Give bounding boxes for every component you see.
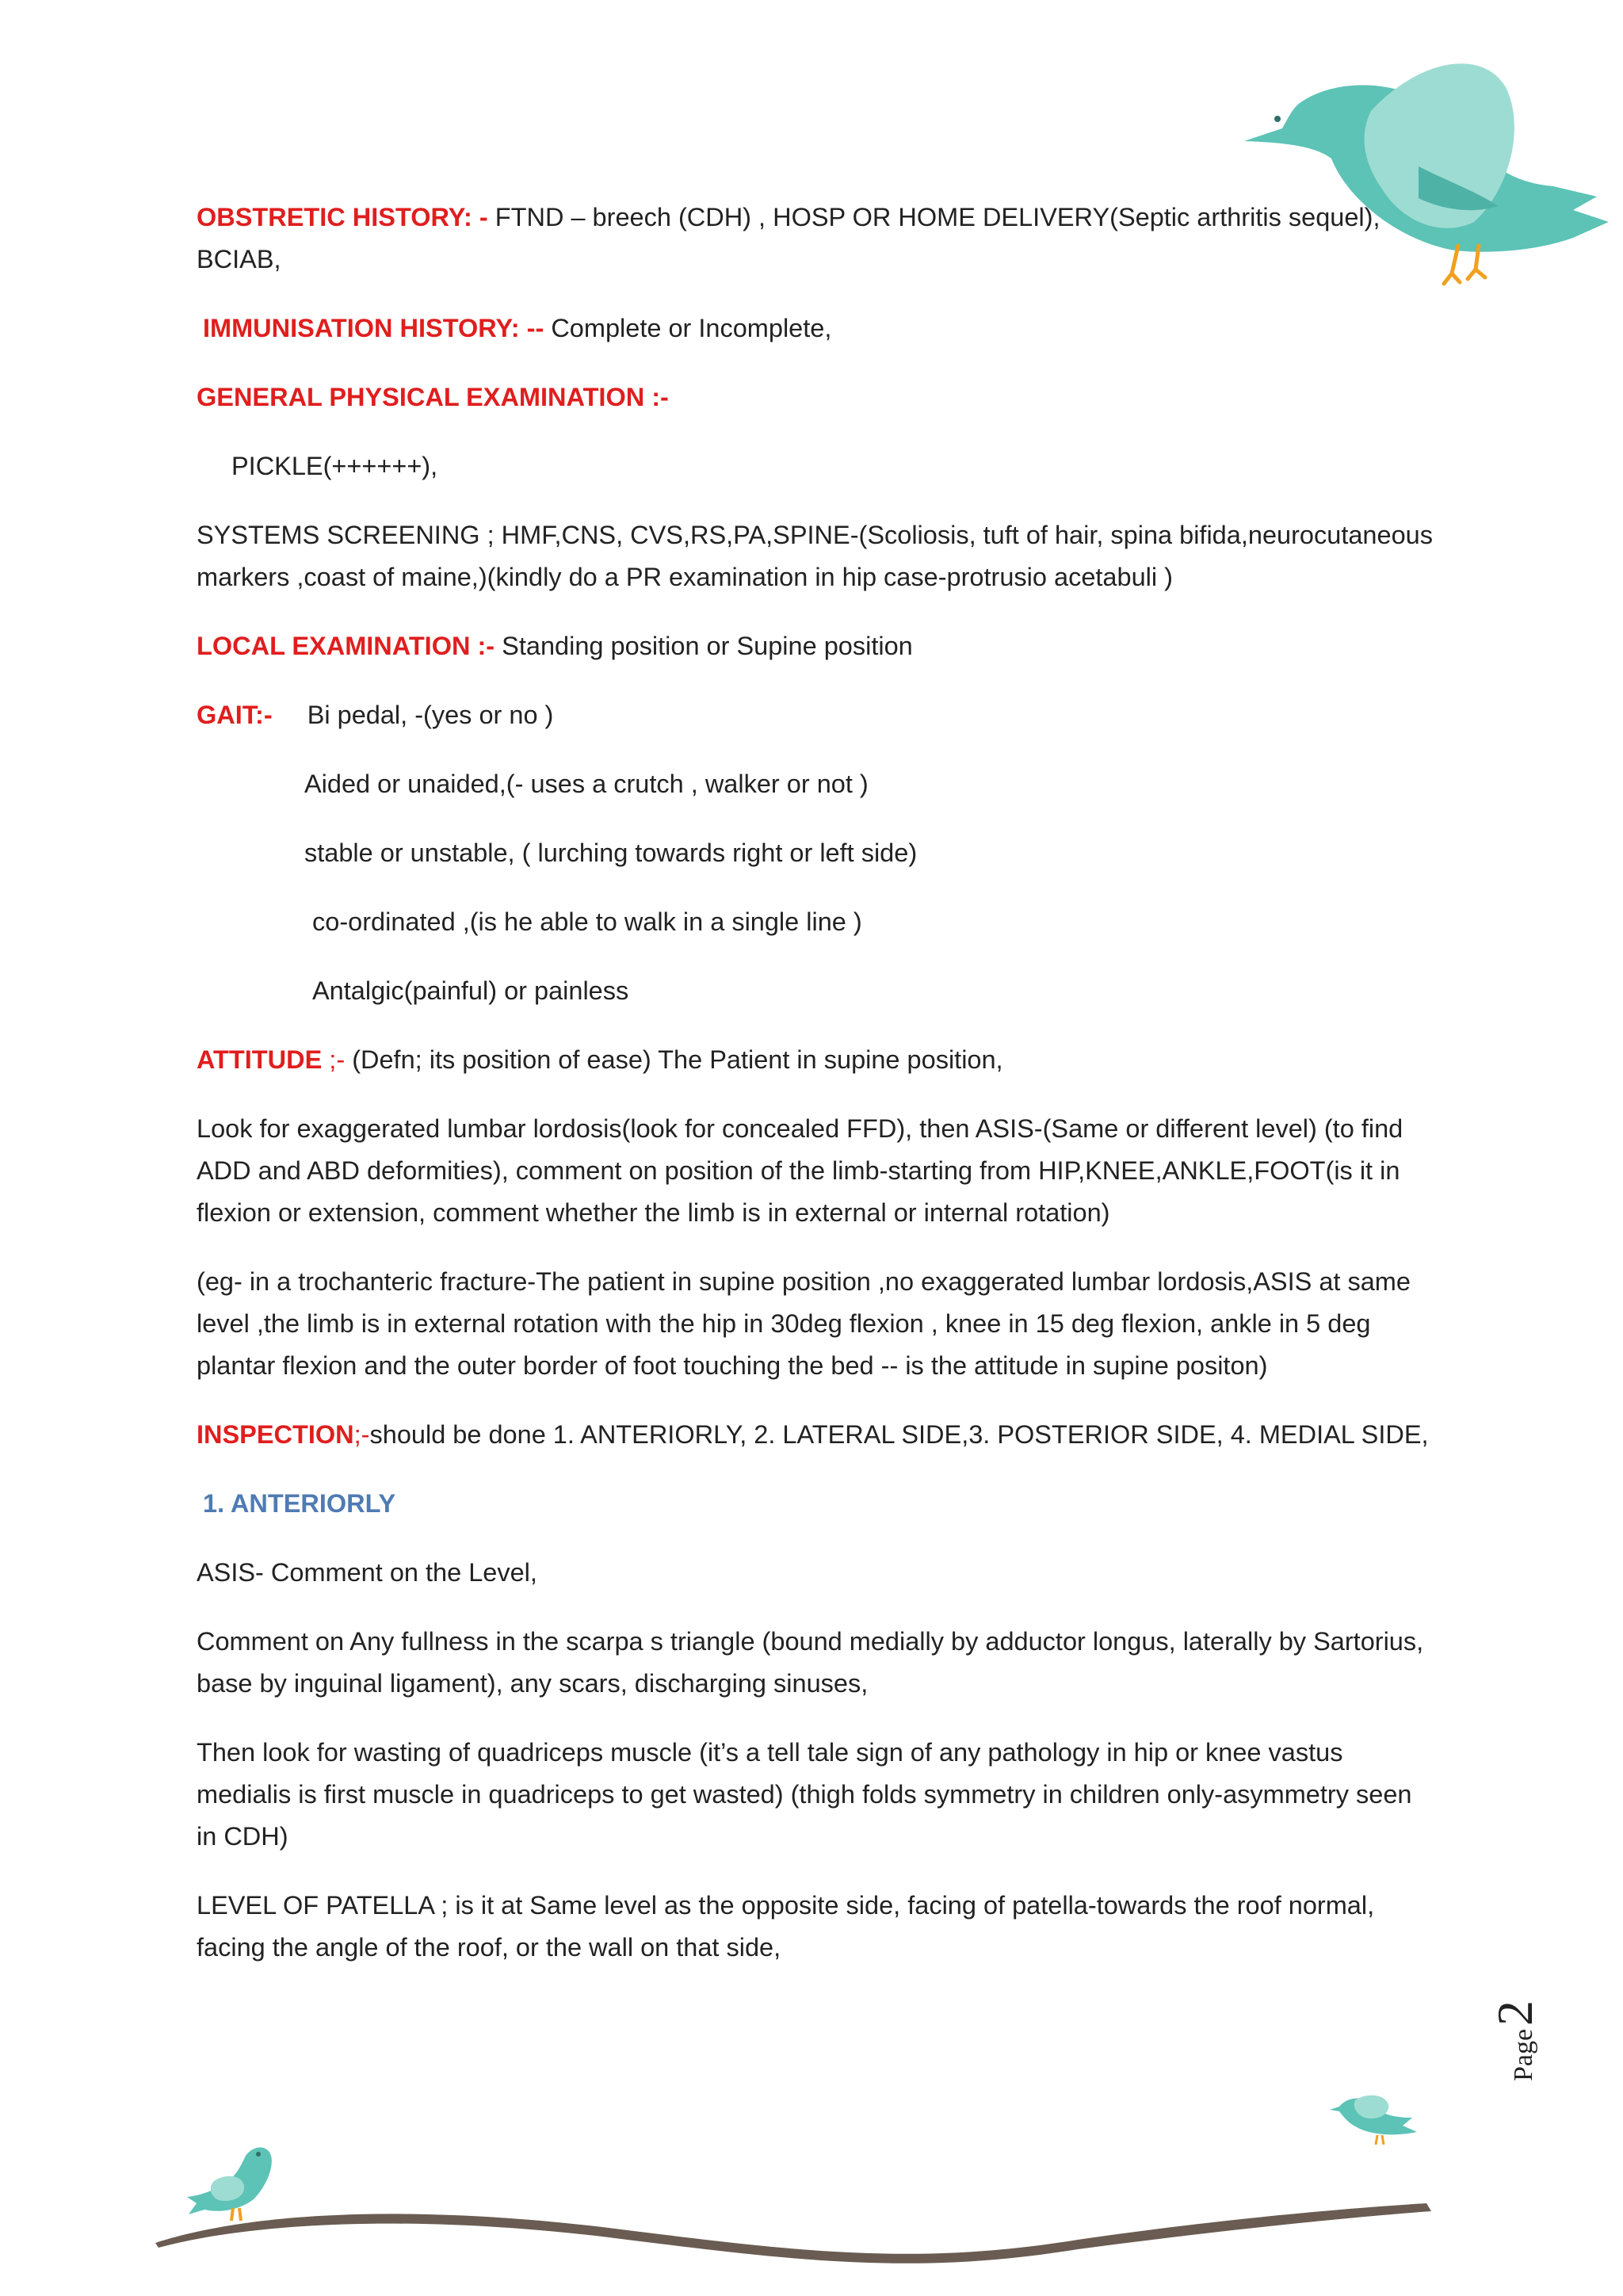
- document-body: [197, 197, 1433, 1996]
- asis-paragraph: ASIS- Comment on the Level,: [197, 1558, 537, 1587]
- quadriceps-paragraph: Then look for wasting of quadriceps muscle (it’s a tell tale sign of any pathology in hip or knee vastus medialis is first muscle in quadriceps to get wasted) (thigh folds symmetry in children only-asymmetry seen in CDH): [197, 1738, 1412, 1851]
- local-exam-text: Standing position or Supine position: [502, 632, 913, 660]
- branch-decoration: [155, 2203, 1431, 2264]
- local-exam-paragraph: [197, 625, 1433, 667]
- pickle-line: PICKLE(++++++),: [231, 452, 438, 480]
- inspection-paragraph: [197, 1414, 1433, 1456]
- systems-screening-paragraph: SYSTEMS SCREENING ; HMF,CNS, CVS,RS,PA,SPINE-(Scoliosis, tuft of hair, spina bifida,neurocutaneous markers ,coast of maine,)(kindly do a PR examination in hip case-protrusio acetabuli ): [197, 521, 1433, 591]
- obstetric-history-label: OBSTRETIC HISTORY: -: [197, 203, 495, 231]
- patella-paragraph: LEVEL OF PATELLA ; is it at Same level as the opposite side, facing of patella-towards the roof normal, facing the angle of the roof, or the wall on that side,: [197, 1891, 1375, 1962]
- gait-first-line: Bi pedal, -(yes or no ): [307, 701, 554, 729]
- attitude-example-paragraph: (eg- in a trochanteric fracture-The patient in supine position ,no exaggerated lumbar lordosis,ASIS at same level ,the limb is in external rotation with the hip in 30deg flexion , knee in 15 deg flexion, ankle in 5 deg plantar flexion and the outer border of foot touching the bed -- is the attitude in supine positon): [197, 1267, 1411, 1380]
- page-number-label: Page: [1509, 2028, 1538, 2082]
- gait-label: GAIT:-: [197, 701, 273, 729]
- immunisation-history-paragraph: [197, 308, 1433, 350]
- gait-paragraph: [197, 694, 1433, 736]
- inspection-separator: ;-: [353, 1420, 370, 1449]
- immunisation-history-label: IMMUNISATION HISTORY: --: [203, 314, 552, 342]
- obstetric-history-paragraph: [197, 197, 1433, 281]
- page-number-value: 2: [1487, 2000, 1543, 2026]
- inspection-label: INSPECTION: [197, 1420, 354, 1449]
- attitude-look-paragraph: Look for exaggerated lumbar lordosis(look for concealed FFD), then ASIS-(Same or different level) (to find ADD and ABD deformities), comment on position of the limb-starting from HIP,KNEE,ANKLE,FOOT(is it in flexion or extension, comment whether the limb is in external or internal rotation): [197, 1114, 1403, 1227]
- small-bird-right-illustration: [1330, 2095, 1417, 2145]
- attitude-text: (Defn; its position of ease) The Patient in supine position,: [352, 1045, 1003, 1074]
- attitude-separator: ;-: [329, 1045, 353, 1074]
- gait-line-coordinated: co-ordinated ,(is he able to walk in a single line ): [312, 907, 862, 936]
- scarpa-paragraph: Comment on Any fullness in the scarpa s triangle (bound medially by adductor longus, laterally by Sartorius, base by inguinal ligament), any scars, discharging sinuses,: [197, 1627, 1424, 1698]
- attitude-label: ATTITUDE: [197, 1045, 330, 1074]
- page-number: [1486, 2000, 1597, 2082]
- obstetric-history-text: FTND – breech (CDH) , HOSP OR HOME DELIVERY(Septic arthritis sequel), BCIAB,: [197, 203, 1381, 273]
- attitude-paragraph: [197, 1039, 1433, 1081]
- immunisation-history-text: Complete or Incomplete,: [551, 314, 832, 342]
- anteriorly-heading: 1. ANTERIORLY: [203, 1489, 396, 1518]
- local-exam-label: LOCAL EXAMINATION :-: [197, 632, 502, 660]
- inspection-text: should be done 1. ANTERIORLY, 2. LATERAL SIDE,3. POSTERIOR SIDE, 4. MEDIAL SIDE,: [369, 1420, 1429, 1449]
- gait-line-stable: stable or unstable, ( lurching towards right or left side): [304, 839, 918, 867]
- small-bird-left-illustration: [187, 2148, 272, 2222]
- gait-line-aided: Aided or unaided,(- uses a crutch , walker or not ): [304, 770, 869, 798]
- gait-line-antalgic: Antalgic(painful) or painless: [312, 976, 629, 1005]
- general-exam-heading: GENERAL PHYSICAL EXAMINATION :-: [197, 383, 669, 411]
